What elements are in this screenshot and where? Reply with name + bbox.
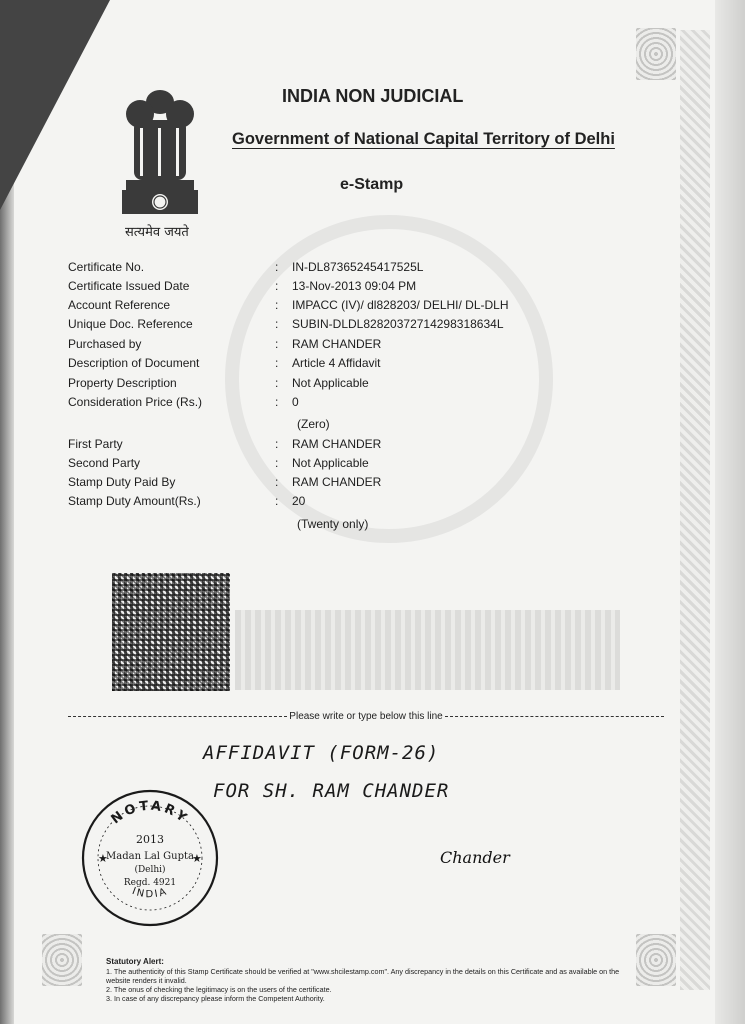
field-value: 0 [292,395,299,409]
field-label: Certificate No. [68,260,145,274]
title-india-non-judicial: INDIA NON JUDICIAL [282,86,464,106]
title-government: Government of National Capital Territory of Delhi [232,130,615,148]
alert-item: 1. The authenticity of this Stamp Certificate should be verified at "www.shcilestamp.com". Any discrepancy in the details on this Certificate and as available on the website renders it invalid. [106,967,620,985]
emblem-motto: सत्यमेव जयते [125,225,189,240]
folded-corner [0,0,110,210]
field-label: Certificate Issued Date [68,279,190,293]
field-label: Description of Document [68,356,200,370]
field-property-description: Property Description : Not Applicable [68,373,628,393]
field-description-of-document: Description of Document : Article 4 Affidavit [68,353,628,373]
handwritten-line-1: AFFIDAVIT (FORM-26) [203,742,440,764]
field-purchased-by: Purchased by : RAM CHANDER [68,334,628,354]
ashoka-emblem-icon [112,80,208,230]
seal-regd: Regd. 4921 [123,878,177,888]
field-label: Unique Doc. Reference [68,317,193,331]
field-value: 20 [292,494,306,508]
field-label: Property Description [68,376,177,390]
field-stamp-duty-amount: Stamp Duty Amount(Rs.) : 20 [68,491,628,511]
alert-heading: Statutory Alert: [106,957,164,966]
field-value: Not Applicable [292,456,369,470]
field-label: Stamp Duty Paid By [68,475,176,489]
security-band [235,610,620,690]
field-consideration-price: Consideration Price (Rs.) : 0 [68,392,628,412]
corner-ornament [636,28,676,80]
field-first-party: First Party : RAM CHANDER [68,434,628,454]
alert-item: 3. In case of any discrepancy please inform the Competent Authority. [106,994,325,1003]
corner-ornament [42,934,82,986]
title-e-stamp: e-Stamp [340,176,404,193]
field-label: Stamp Duty Amount(Rs.) [68,494,201,508]
corner-ornament [636,934,676,986]
field-label: Second Party [68,456,141,470]
write-below-divider [68,709,664,723]
field-value: RAM CHANDER [292,337,382,351]
consideration-words: (Zero) [297,417,330,431]
svg-text:INDIA [130,886,169,900]
field-value: 13-Nov-2013 09:04 PM [292,279,417,293]
field-label: Purchased by [68,337,142,351]
seal-name: Madan Lal Gupta [106,851,194,862]
field-unique-doc-reference: Unique Doc. Reference : SUBIN-DLDL82820372714298318634L [68,314,628,334]
field-value: Not Applicable [292,376,369,390]
field-value: IMPACC (IV)/ dl828203/ DELHI/ DL-DLH [292,298,509,312]
field-second-party: Second Party : Not Applicable [68,453,628,473]
handwritten-line-2: FOR SH. RAM CHANDER [213,780,450,802]
field-certificate-no: Certificate No. : IN-DL87365245417525L [68,257,628,277]
star-icon: ★ [98,853,108,865]
signature: Chander [440,848,510,867]
field-label: Consideration Price (Rs.) [68,395,203,409]
field-stamp-duty-paid-by: Stamp Duty Paid By : RAM CHANDER [68,472,628,492]
field-value: RAM CHANDER [292,475,382,489]
seal-top-text: NOTARY [108,798,192,828]
field-value: SUBIN-DLDL82820372714298318634L [292,317,504,331]
field-issued-date: Certificate Issued Date : 13-Nov-2013 09:04 PM [68,276,628,296]
field-label: Account Reference [68,298,171,312]
seal-year: 2013 [136,833,164,846]
star-icon: ★ [192,853,202,865]
alert-item: 2. The onus of checking the legitimacy is on the users of the certificate. [106,985,332,994]
field-value: RAM CHANDER [292,437,382,451]
statutory-alert [106,957,626,1003]
svg-text:NOTARY [109,799,192,828]
divider-text: Please write or type below this line [289,710,443,722]
duty-amount-words: (Twenty only) [297,517,369,531]
qr-code [112,573,230,691]
scan-shadow [715,0,745,1024]
field-value: IN-DL87365245417525L [292,260,424,274]
field-account-reference: Account Reference : IMPACC (IV)/ dl828203/ DELHI/ DL-DLH [68,295,628,315]
field-value: Article 4 Affidavit [292,356,381,370]
ornamental-border [680,30,710,990]
notary-seal [80,788,220,928]
field-label: First Party [68,437,123,451]
seal-place: (Delhi) [134,865,166,875]
seal-bottom-text: INDIA [130,885,170,901]
